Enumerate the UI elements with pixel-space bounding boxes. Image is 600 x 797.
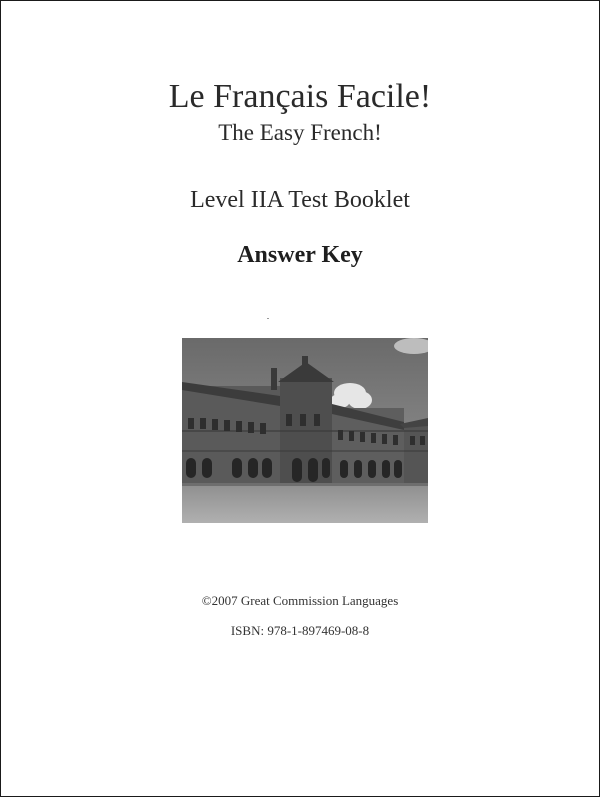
palace-photo (182, 338, 428, 523)
copyright-line: ©2007 Great Commission Languages (201, 593, 399, 608)
isbn-line: ISBN: 978-1-897469-08-8 (230, 623, 370, 638)
courtyard-ground (182, 483, 428, 523)
book-title: Le Français Facile! (168, 78, 432, 115)
booklet-level: Level IIA Test Booklet (190, 187, 410, 213)
print-speck (267, 318, 269, 319)
answer-key-heading: Answer Key (237, 242, 363, 268)
book-subtitle: The Easy French! (218, 120, 382, 145)
